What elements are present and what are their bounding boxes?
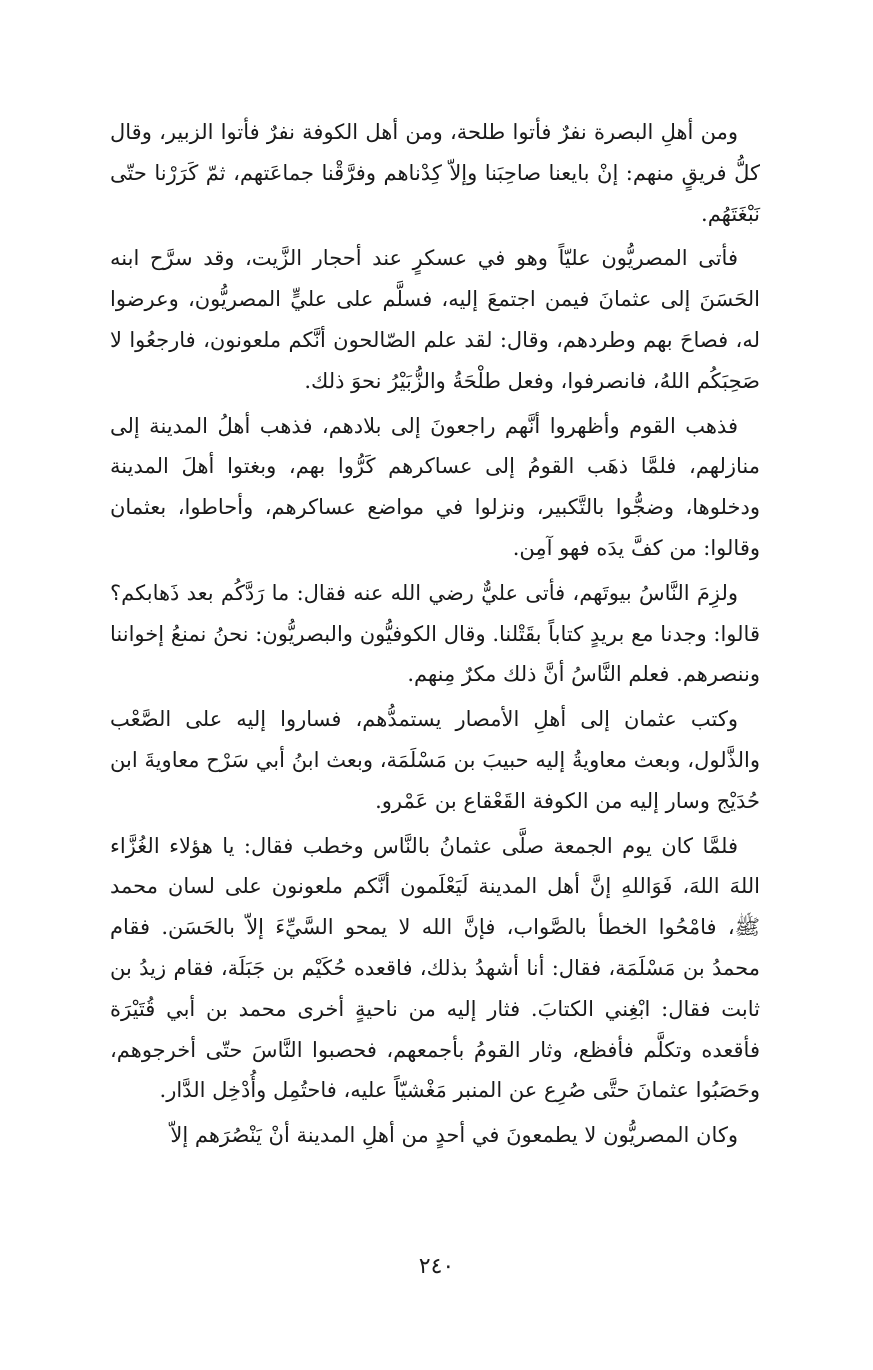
page-body-text: [110, 112, 760, 1160]
paragraph-4: ولزِمَ النَّاسُ بيوتَهم، فأتى عليٌّ رضي الله عنه فقال: ما رَدَّكُم بعد ذَهابكم؟ قالوا: وجدنا مع بريدٍ كتاباً بقَتْلنا. وقال الكوفيُّون والبصريُّون: نحنُ نمنعُ إخواننا وننصرهم. فعلم النَّاسُ أنَّ ذلك مكرٌ مِنهم.: [110, 580, 760, 687]
page-number: ٢٤٠: [418, 1254, 455, 1279]
paragraph-6: فلمَّا كان يوم الجمعة صلَّى عثمانُ بالنَّاس وخطب فقال: يا هؤلاء الغُزَّاء اللهَ اللهَ، فَوَاللهِ إنَّ أهل المدينة لَيَعْلَمون أنَّكم ملعونون على لسان محمد ﷺ، فامْحُوا الخطأ بالصَّواب، فإنَّ الله لا يمحو السَّيِّءَ إلاّ بالحَسَن. فقام محمدُ بن مَسْلَمَة، فقال: أنا أشهدُ بذلك، فاقعده حُكَيْم بن جَبَلَة، فقام زيدُ بن ثابت فقال: ابْغِني الكتابَ. فثار إليه من ناحيةٍ أخرى محمد بن أبي قُتَيْرَة فأقعده وتكلَّم فأفظع، وثار القومُ بأجمعهم، فحصبوا النَّاسَ حتّى أخرجوهم، وحَصَبُوا عثمانَ حتَّى صُرِع عن المنبر مَغْشيّاً عليه، فاحتُمِل وأُدْخِل الدَّار.: [110, 833, 760, 1103]
paragraph-1: ومن أهلِ البصرة نفرٌ فأتوا طلحة، ومن أهل الكوفة نفرٌ فأتوا الزبير، وقال كلُّ فريقٍ منهم: إنْ بايعنا صاحِبَنا وإلاّ كِدْناهم وفرَّقْنا جماعَتهم، ثمّ كَرَرْنا حتّى نَبْغَتَهُم.: [110, 120, 760, 226]
paragraph-2: فأتى المصريُّون عليّاً وهو في عسكرٍ عند أحجار الزَّيت، وقد سرَّح ابنه الحَسَنَ إلى عثمانَ فيمن اجتمعَ إليه، فسلَّم على عليٍّ المصريُّون، وعرضوا له، فصاحَ بهم وطردهم، وقال: لقد علم الصّالحون أنَّكم ملعونون، فارجعُوا لا صَحِبَكُم اللهُ، فانصرفوا، وفعل طلْحَةُ والزُّبَيْرُ نحوَ ذلك.: [110, 246, 760, 393]
paragraph-7: وكان المصريُّون لا يطمعونَ في أحدٍ من أهلِ المدينة أنْ يَنْصُرَهم إلاّ: [170, 1123, 738, 1148]
paragraph-5: وكتب عثمان إلى أهلِ الأمصار يستمدُّهم، فساروا إليه على الصَّعْب والذَّلول، وبعث معاويةُ إليه حبيبَ بن مَسْلَمَة، وبعث ابنُ أبي سَرْح معاويةَ ابن حُدَيْج وسار إليه من الكوفة القَعْقاع بن عَمْرو.: [110, 707, 760, 813]
paragraph-3: فذهب القوم وأظهروا أنَّهم راجعونَ إلى بلادهم، فذهب أهلُ المدينة إلى منازلهم، فلمَّا ذهَب القومُ إلى عساكرهم كَرُّوا بهم، وبغتوا أهلَ المدينة ودخلوها، وضجُّوا بالتَّكبير، ونزلوا في مواضع عساكرهم، وأحاطوا، بعثمان وقالوا: من كفَّ يدَه فهو آمِن.: [110, 413, 760, 560]
